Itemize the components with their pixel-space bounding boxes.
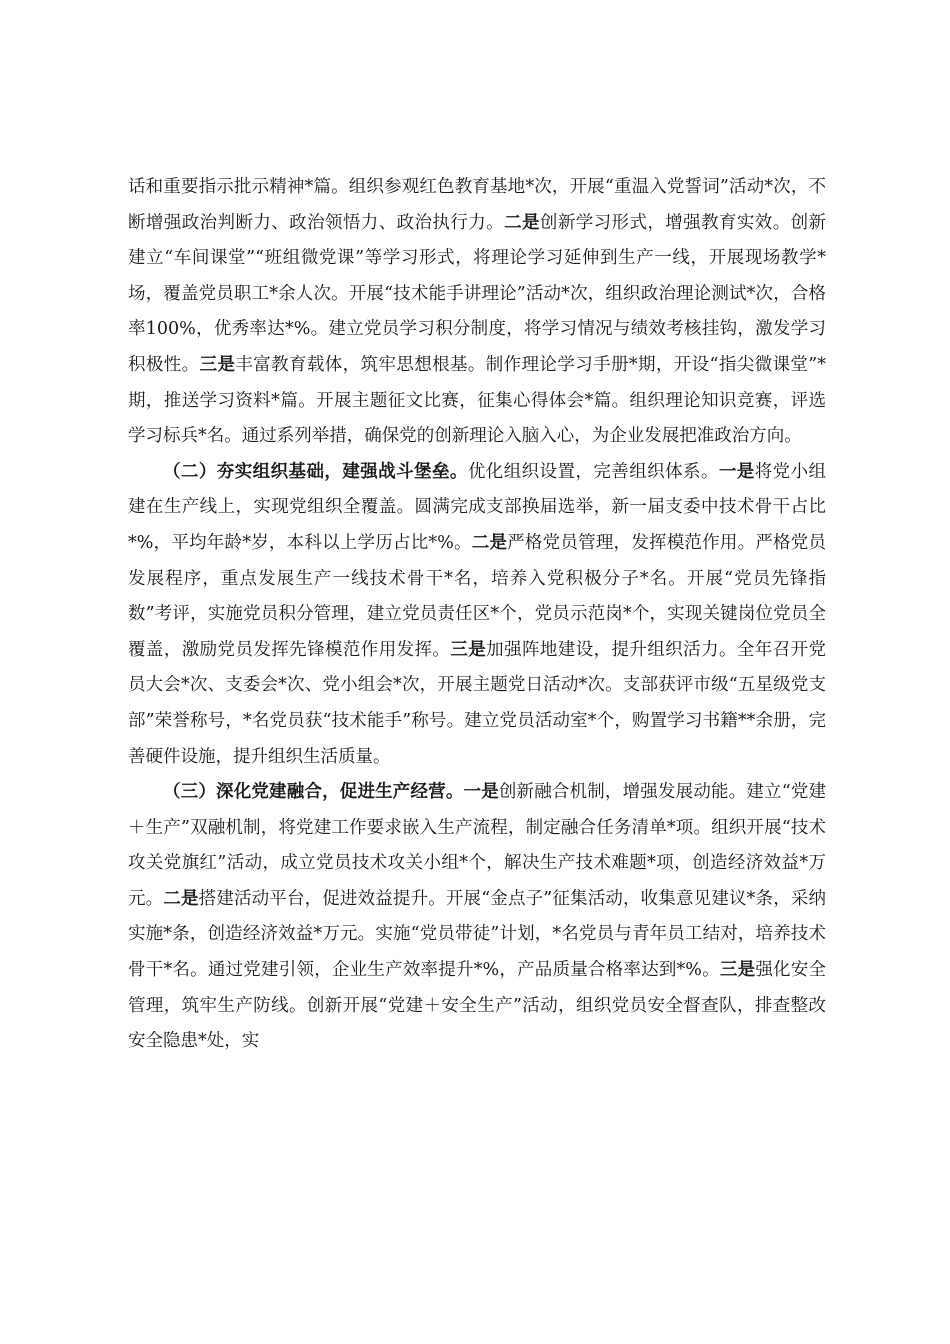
- paragraph-2: [128, 455, 826, 775]
- section-heading: （二）夯实组织基础，建强战斗堡垒。: [163, 461, 468, 482]
- text-run: 强化安全管理，筑牢生产防线。创新开展“党建＋安全生产”活动，组织党员安全督查队，排查整改安全隐患*处，实: [128, 960, 826, 1052]
- bold-run: 二是: [504, 212, 540, 233]
- text-run: 将党小组建在生产线上，实现党组织全覆盖。圆满完成支部换届选举，新一届支委中技术骨干占比*%，平均年龄*岁，本科以上学历占比*%。: [128, 461, 827, 553]
- section-heading: （三）深化党建融合，促进生产经营。: [163, 782, 464, 803]
- bold-run: 二是: [163, 888, 199, 909]
- text-run: 加强阵地建设，提升组织活力。全年召开党员大会*次、支委会*次、党小组会*次，开展主题党日活动*次。支部获评市级“五星级党支部”荣誉称号，*名党员获“技术能手”称号。建立党员活动室*个，购置学习书籍**余册，完善硬件设施，提升组织生活质量。: [128, 639, 827, 767]
- text-run: 话和重要指示批示精神*篇。组织参观红色教育基地*次，开展“重温入党誓词”活动*次，不断增强政治判断力、政治领悟力、政治执行力。: [128, 177, 826, 233]
- bold-run: 三是: [450, 639, 487, 660]
- text-run: 创新融合机制，增强发展动能。建立“党建＋生产”双融机制，将党建工作要求嵌入生产流程，制定融合任务清单*项。组织开展“技术攻关党旗红”活动，成立党员技术攻关小组*个，解决生产技术难题*项，创造经济效益*万元。: [128, 782, 827, 909]
- text-run: 丰富教育载体，筑牢思想根基。制作理论学习手册*期，开设“指尖微课堂”*期，推送学习资料*篇。开展主题征文比赛，征集心得体会*篇。组织理论知识竞赛，评选学习标兵*名。通过系列举措，确保党的创新理论入脑入心，为企业发展把准政治方向。: [128, 354, 827, 447]
- bold-run: 三是: [719, 960, 756, 981]
- text-run: 优化组织设置，完善组织体系。: [467, 461, 719, 482]
- document-body: [128, 170, 826, 1060]
- bold-run: 一是: [718, 461, 755, 482]
- bold-run: 三是: [199, 354, 236, 375]
- text-run: 严格党员管理，发挥模范作用。严格党员发展程序，重点发展生产一线技术骨干*名，培养入党积极分子*名。开展“党员先锋指数”考评，实施党员积分管理，建立党员责任区*个，党员示范岗*个，实现关键岗位党员全覆盖，激励党员发挥先锋模范作用发挥。: [128, 532, 826, 660]
- paragraph-1: [128, 170, 826, 455]
- bold-run: 二是: [471, 532, 508, 553]
- text-run: 创新学习形式，增强教育实效。创新建立“车间课堂”“班组微党课”等学习形式，将理论学习延伸到生产一线，开展现场教学*场，覆盖党员职工*余人次。开展“技术能手讲理论”活动*次，组织政治理论测试*次，合格率100%，优秀率达*%。建立党员学习积分制度，将学习情况与绩效考核挂钩，激发学习积极性。: [128, 212, 827, 375]
- bold-run: 一是: [463, 782, 499, 803]
- paragraph-3: [128, 775, 826, 1060]
- text-run: 搭建活动平台，促进效益提升。开展“金点子”征集活动，收集意见建议*条，采纳实施*条，创造经济效益*万元。实施“党员带徒”计划，*名党员与青年员工结对，培养技术骨干*名。通过党建引领，企业生产效率提升*%，产品质量合格率达到*%。: [128, 888, 827, 981]
